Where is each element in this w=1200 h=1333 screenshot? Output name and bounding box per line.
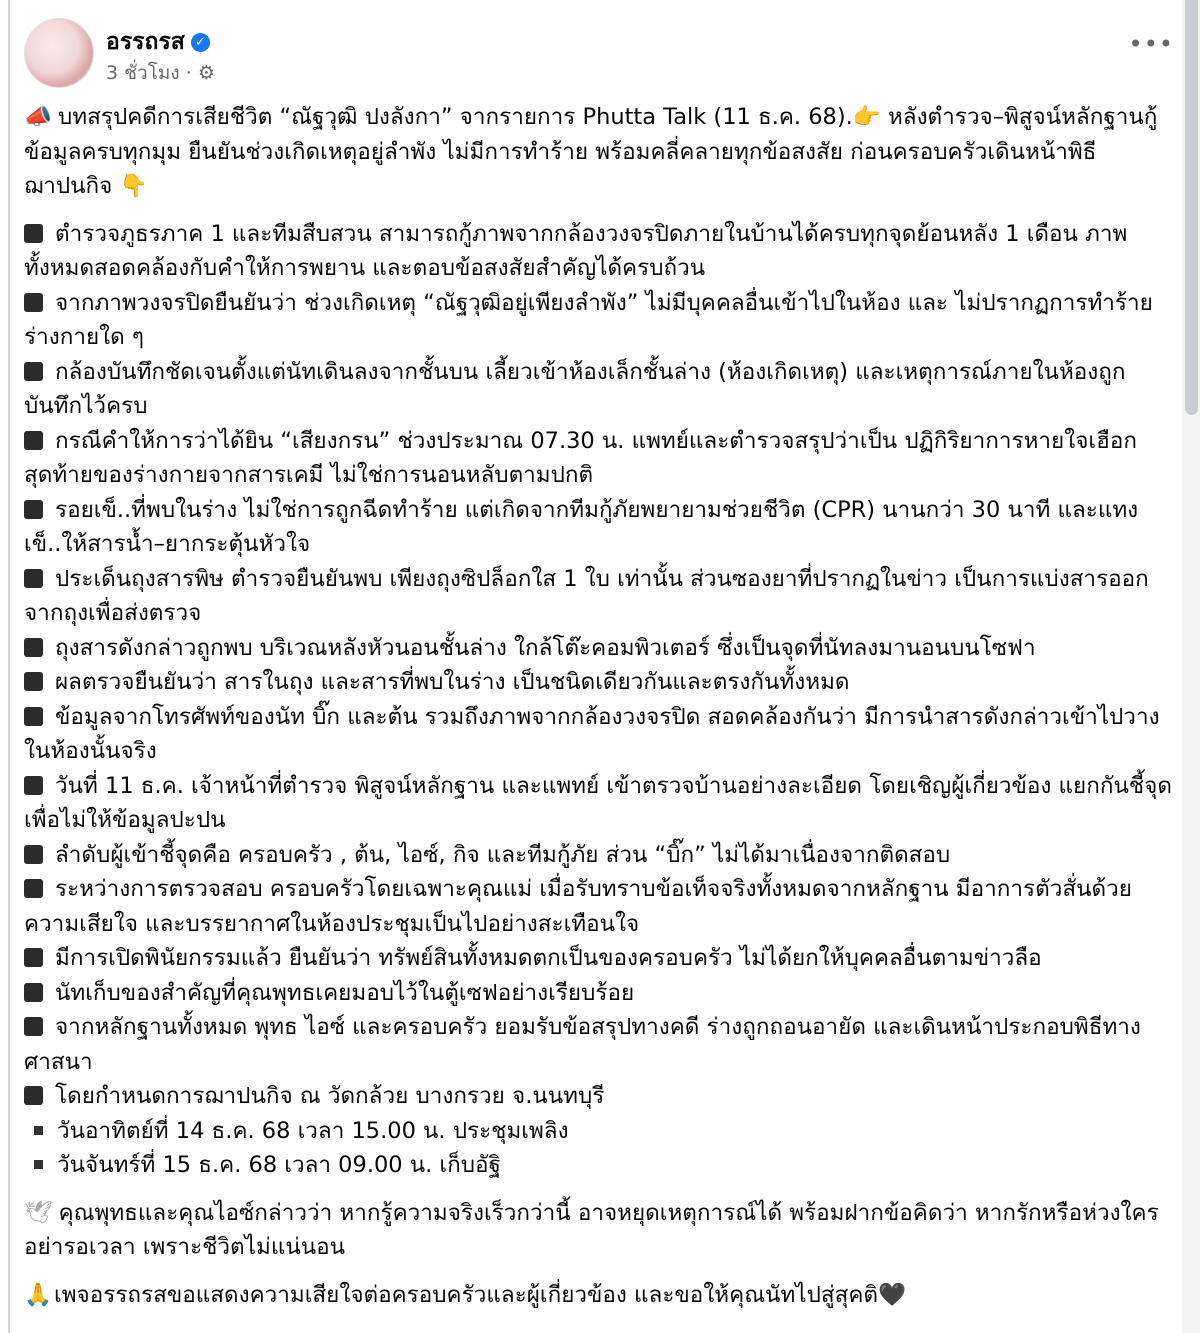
post-body	[24, 100, 1180, 1325]
praying-hands-icon: 🙏	[24, 1281, 53, 1308]
privacy-gear-icon: ⚙	[197, 62, 215, 84]
list-item	[24, 1079, 1180, 1114]
item-text: ถุงสารดังกล่าวถูกพบ บริเวณหลังหัวนอนชั้นล่าง ใกล้โต๊ะคอมพิวเตอร์ ซึ่งเป็นจุดที่นัทลงมานอนบนโซฟา	[55, 634, 1036, 661]
black-square-icon	[24, 224, 43, 243]
scrollbar-thumb[interactable]	[1185, 0, 1198, 415]
quote-text: คุณพุทธและคุณไอซ์กล่าวว่า หากรู้ความจริงเร็วกว่านี้ อาจหยุดเหตุการณ์ได้ พร้อมฝากข้อคิดว่า หากรักหรือห่วงใคร อย่ารอเวลา เพราะชีวิตไม่แน่นอน	[24, 1199, 1159, 1260]
list-item	[24, 941, 1180, 976]
item-text: ประเด็นถุงสารพิษ ตำรวจยืนยันพบ เพียงถุงซิปล็อกใส 1 ใบ เท่านั้น ส่วนซองยาที่ปรากฏในข่าว เป็นการแบ่งสารออกจากถุงเพื่อส่งตรวจ	[24, 565, 1149, 626]
list-item	[24, 217, 1180, 286]
black-square-icon	[24, 672, 43, 691]
item-text: ผลตรวจยืนยันว่า สารในถุง และสารที่พบในร่าง เป็นชนิดเดียวกันและตรงกันทั้งหมด	[55, 669, 850, 695]
more-options-button[interactable]: •••	[1128, 30, 1174, 58]
quote-paragraph	[24, 1196, 1180, 1265]
item-text: ลำดับผู้เข้าชี้จุดคือ ครอบครัว , ต้น, ไอซ์, กิจ และทีมกู้ภัย ส่วน “บิ๊ก” ไม่ได้มาเนื่องจากติดสอบ	[55, 841, 951, 868]
black-square-icon	[24, 431, 43, 450]
item-text: กล้องบันทึกชัดเจนตั้งแต่นัทเดินลงจากชั้นบน เลี้ยวเข้าห้องเล็กชั้นล่าง (ห้องเกิดเหตุ) และเหตุการณ์ภายในห้องถูกบันทึกไว้ครบ	[24, 358, 1126, 419]
item-text: วันที่ 11 ธ.ค. เจ้าหน้าที่ตำรวจ พิสูจน์หลักฐาน และแพทย์ เข้าตรวจบ้านอย่างละเอียด โดยเชิญผู้เกี่ยวข้อง แยกกันชี้จุด เพื่อไม่ให้ข้อมูลปะปน	[24, 772, 1172, 833]
item-text: จากหลักฐานทั้งหมด พุทธ ไอซ์ และครอบครัว ยอมรับข้อสรุปทางคดี ร่างถูกถอนอายัด และเดินหน้าประกอบพิธีทางศาสนา	[24, 1014, 1141, 1075]
item-text: โดยกำหนดการฌาปนกิจ ณ วัดกล้วย บางกรวย จ.นนทบุรี	[55, 1083, 605, 1109]
list-item	[24, 493, 1180, 562]
list-item	[24, 355, 1180, 424]
item-text: มีการเปิดพินัยกรรมแล้ว ยืนยันว่า ทรัพย์สินทั้งหมดตกเป็นของครอบครัว ไม่ได้ยกให้บุคคลอื่นตามข่าวลือ	[55, 945, 1042, 971]
verified-badge-icon: ✓	[191, 33, 210, 52]
item-text: นัทเก็บของสำคัญที่คุณพุทธเคยมอบไว้ในตู้เซฟอย่างเรียบร้อย	[55, 979, 635, 1006]
black-square-icon	[24, 948, 43, 967]
black-square-icon	[24, 1086, 43, 1105]
black-square-icon	[24, 776, 43, 795]
black-square-icon	[24, 500, 43, 519]
item-text: รอยเข็..ที่พบในร่าง ไม่ใช่การถูกฉีดทำร้าย แต่เกิดจากทีมกู้ภัยพยายามช่วยชีวิต (CPR) นานกว่า 30 นาที และแทงเข็..ให้สารน้ำ–ยากระตุ้นหัวใจ	[24, 496, 1139, 557]
list-item	[24, 562, 1180, 631]
list-item	[24, 286, 1180, 355]
post-meta	[106, 58, 215, 88]
list-item	[24, 769, 1180, 838]
schedule-text: วันจันทร์ที่ 15 ธ.ค. 68 เวลา 09.00 น. เก็บอัฐิ	[57, 1152, 501, 1178]
black-square-icon	[24, 569, 43, 588]
item-text: กรณีคำให้การว่าได้ยิน “เสียงกรน” ช่วงประมาณ 07.30 น. แพทย์และตำรวจสรุปว่าเป็น ปฏิกิริยาการหายใจเฮือกสุดท้ายของร่างกายจากสารเคมี ไม่ใช่การนอนหลับตามปกติ	[24, 427, 1137, 488]
closing-paragraph	[24, 1278, 1180, 1313]
scrollbar[interactable]	[1182, 0, 1200, 1333]
post-header	[24, 18, 1174, 88]
closing-text: เพจอรรถรสขอแสดงความเสียใจต่อครอบครัวและผู้เกี่ยวข้อง และขอให้คุณนัทไปสู่สุคติ🖤	[54, 1281, 907, 1308]
schedule-item	[34, 1148, 1180, 1183]
black-square-icon	[24, 707, 43, 726]
avatar[interactable]	[24, 18, 94, 88]
intro-paragraph	[24, 100, 1180, 204]
megaphone-icon: 📣	[24, 104, 53, 130]
black-square-icon	[24, 362, 43, 381]
list-item	[24, 838, 1180, 873]
small-square-icon	[34, 1126, 43, 1135]
dove-icon: 🕊	[24, 1199, 53, 1226]
black-square-icon	[24, 879, 43, 898]
small-square-icon	[34, 1160, 43, 1169]
black-square-icon	[24, 293, 43, 312]
schedule-item	[34, 1114, 1180, 1149]
separator: ·	[185, 62, 192, 84]
black-square-icon	[24, 638, 43, 657]
black-square-icon	[24, 983, 43, 1002]
author-name[interactable]	[106, 24, 210, 60]
list-item	[24, 424, 1180, 493]
black-square-icon	[24, 1017, 43, 1036]
item-text: จากภาพวงจรปิดยืนยันว่า ช่วงเกิดเหตุ “ณัฐวุฒิอยู่เพียงลำพัง” ไม่มีบุคคลอื่นเข้าไปในห้อง และ ไม่ปรากฏการทำร้ายร่างกายใด ๆ	[24, 289, 1153, 350]
list-item	[24, 976, 1180, 1011]
intro-text: บทสรุปคดีการเสียชีวิต “ณัฐวุฒิ ปงลังกา” จากรายการ Phutta Talk (11 ธ.ค. 68).👉 หลังตำรวจ–พิสูจน์หลักฐานกู้ข้อมูลครบทุกมุม ยืนยันช่วงเกิดเหตุอยู่ลำพัง ไม่มีการทำร้าย พร้อมคลี่คลายทุกข้อสงสัย ก่อนครอบครัวเดินหน้าพิธีฌาปนกิจ 👇	[24, 104, 1158, 199]
left-border	[8, 0, 10, 1333]
list-item	[24, 631, 1180, 666]
black-square-icon	[24, 845, 43, 864]
list-item	[24, 1010, 1180, 1079]
item-text: ข้อมูลจากโทรศัพท์ของนัท บิ๊ก และต้น รวมถึงภาพจากกล้องวงจรปิด สอดคล้องกันว่า มีการนำสารดังกล่าวเข้าไปวางในห้องนั้นจริง	[24, 703, 1160, 764]
item-text: ตำรวจภูธรภาค 1 และทีมสืบสวน สามารถกู้ภาพจากกล้องวงจรปิดภายในบ้านได้ครบทุกจุดย้อนหลัง 1 เดือน ภาพทั้งหมดสอดคล้องกับคำให้การพยาน และตอบข้อสงสัยสำคัญได้ครบถ้วน	[24, 220, 1128, 281]
author-link[interactable]: อรรถรส	[106, 29, 185, 55]
facts-list	[24, 217, 1180, 1183]
list-item	[24, 872, 1180, 941]
schedule-text: วันอาทิตย์ที่ 14 ธ.ค. 68 เวลา 15.00 น. ประชุมเพลิง	[57, 1117, 569, 1144]
item-text: ระหว่างการตรวจสอบ ครอบครัวโดยเฉพาะคุณแม่ เมื่อรับทราบข้อเท็จจริงทั้งหมดจากหลักฐาน มีอาการตัวสั่นด้วยความเสียใจ และบรรยากาศในห้องประชุมเป็นไปอย่างสะเทือนใจ	[24, 876, 1132, 937]
list-item	[24, 700, 1180, 769]
post-time[interactable]: 3 ชั่วโมง	[106, 62, 180, 84]
list-item	[24, 665, 1180, 700]
